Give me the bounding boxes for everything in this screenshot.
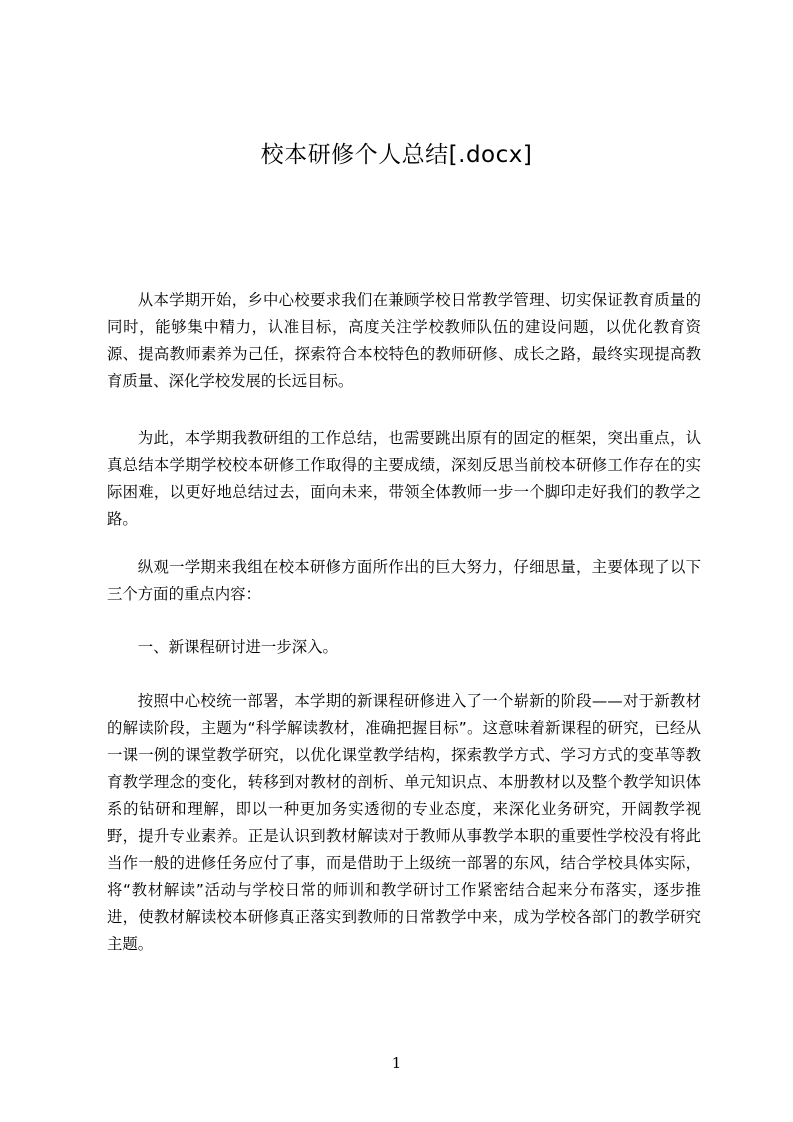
section-heading-1: 一、新课程研讨进一步深入。 bbox=[137, 638, 338, 656]
paragraph-purpose: 为此，本学期我教研组的工作总结，也需要跳出原有的固定的框架，突出重点，认真总结本学期学校校本研修工作取得的主要成绩，深刻反思当前校本研修工作存在的实际困难，以更好地总结过去，面向未来，带领全体教师一步一个脚印走好我们的教学之路。 bbox=[107, 429, 701, 528]
paragraph-section-1: 按照中心校统一部署，本学期的新课程研修进入了一个崭新的阶段——对于新教材的解读阶段，主题为“科学解读教材，准确把握目标”。这意味着新课程的研究，已经从一课一例的课堂教学研究，以优化课堂教学结构，探索教学方式、学习方式的变革等教育教学理念的变化，转移到对教材的剖析、单元知识点、本册教材以及整个教学知识体系的钻研和理解，即以一种更加务实透彻的专业态度，来深化业务研究，开阔教学视野，提升专业素养。正是认识到教材解读对于教师从事教学本职的重要性学校没有将此当作一般的进修任务应付了事，而是借助于上级统一部署的东风，结合学校具体实际，将“教材解读”活动与学校日常的师训和教学研讨工作紧密结合起来分布落实，逐步推进，使教材解读校本研修真正落实到教师的日常教学中来，成为学校各部门的教学研究主题。 bbox=[107, 692, 701, 953]
page-number: 1 bbox=[391, 1054, 402, 1072]
document-title: 校本研修个人总结[.docx] bbox=[260, 142, 533, 168]
paragraph-intro: 从本学期开始，乡中心校要求我们在兼顾学校日常教学管理、切实保证教育质量的同时，能够集中精力，认准目标，高度关注学校教师队伍的建设问题，以优化教育资源、提高教师素养为己任，探索符合本校特色的教师研修、成长之路，最终实现提高教育质量、深化学校发展的长远目标。 bbox=[107, 291, 701, 390]
paragraph-overview: 纵观一学期来我组在校本研修方面所作出的巨大努力，仔细思量，主要体现了以下三个方面的重点内容： bbox=[107, 558, 701, 603]
